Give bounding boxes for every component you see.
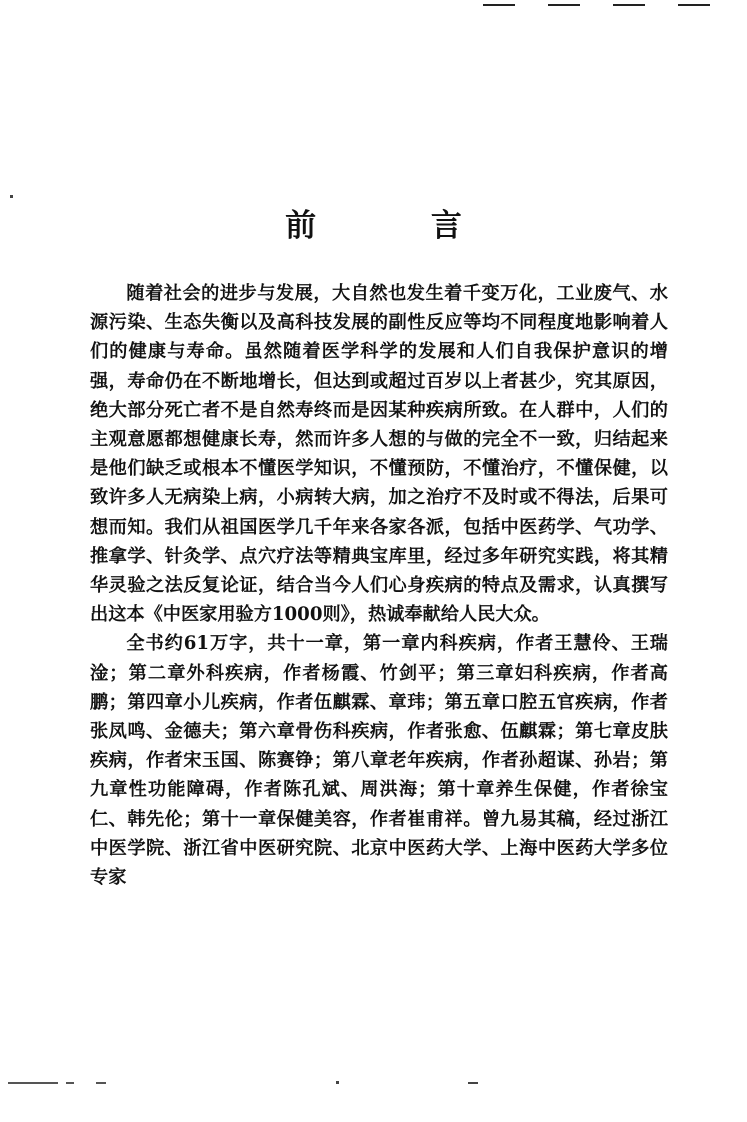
paragraph: 随着社会的进步与发展，大自然也发生着千变万化，工业废气、水源污染、生态失衡以及高科技发展的副性反应等均不同程度地影响着人们的健康与寿命。虽然随着医学科学的发展和人们自我保护意识的增强，寿命仍在不断地增长，但达到或超过百岁以上者甚少，究其原因，绝大部分死亡者不是自然寿终而是因某种疾病所致。在人群中，人们的主观意愿都想健康长寿，然而许多人想的与做的完全不一致，归结起来是他们缺乏或根本不懂医学知识，不懂预防，不懂治疗，不懂保健，以致许多人无病染上病，小病转大病，加之治疗不及时或不得法，后果可想而知。我们从祖国医学几千年来各家各派，包括中医药学、气功学、推拿学、针灸学、点穴疗法等精典宝库里，经过多年研究实践，将其精华灵验之法反复论证，结合当今人们心身疾病的特点及需求，认真撰写出这本《中医家用验方1000则》，热诚奉献给人民大众。 <box>90 283 668 626</box>
body-text <box>90 279 668 892</box>
scan-mark <box>8 1082 58 1084</box>
scan-speck <box>468 1082 478 1084</box>
scan-mark <box>96 1082 106 1084</box>
scan-mark <box>678 4 710 6</box>
paragraph: 全书约61万字，共十一章，第一章内科疾病，作者王慧伶、王瑞淦；第二章外科疾病，作者杨霞、竹剑平；第三章妇科疾病，作者高鹏；第四章小儿疾病，作者伍麒霖、章玮；第五章口腔五官疾病，作者张凤鸣、金德夫；第六章骨伤科疾病，作者张愈、伍麒霖；第七章皮肤疾病，作者宋玉国、陈赛铮；第八章老年疾病，作者孙超谋、孙岩；第九章性功能障碍，作者陈孔斌、周洪海；第十章养生保健，作者徐宝仁、韩先伦；第十一章保健美容，作者崔甫祥。曾九易其稿，经过浙江中医学院、浙江省中医研究院、北京中医药大学、上海中医药大学多位专家 <box>90 633 668 889</box>
scan-mark <box>548 4 580 6</box>
scan-speck <box>10 195 13 198</box>
page-title: 前 言 <box>285 208 514 244</box>
scan-mark <box>66 1082 74 1084</box>
scan-mark <box>483 4 515 6</box>
scan-speck <box>336 1081 339 1084</box>
scan-mark <box>613 4 645 6</box>
